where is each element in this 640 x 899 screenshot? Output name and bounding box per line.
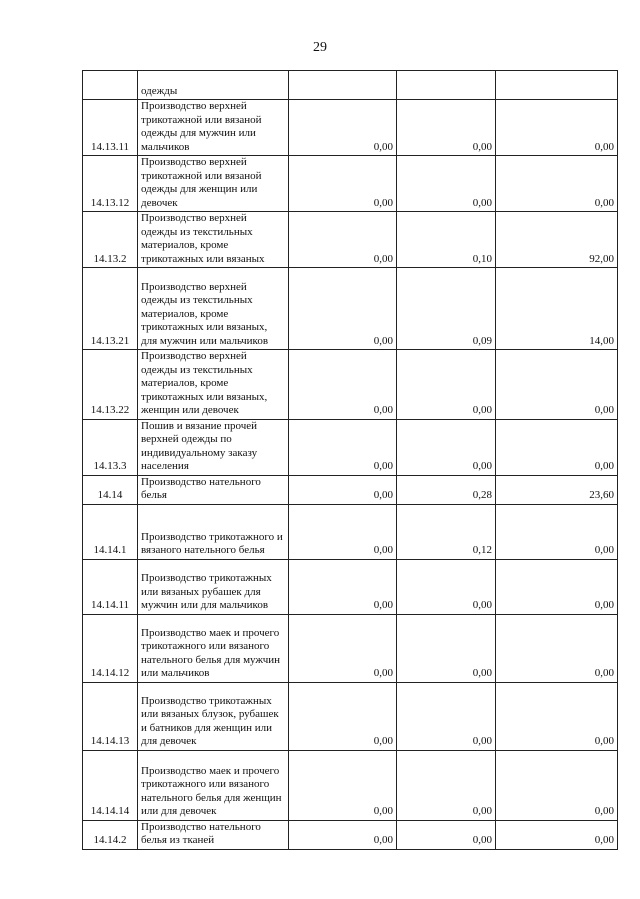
row-value-1: 0,00 [289,212,397,268]
row-value-2: 0,00 [397,750,496,820]
table-row [83,614,618,682]
row-value-3: 0,00 [496,419,618,475]
row-name: Производство верхней одежды из текстильных материалов, кроме трикотажных или вязаных, женщин или девочек [138,350,289,420]
row-code: 14.14.13 [83,682,138,750]
row-value-3 [496,71,618,100]
row-value-3: 0,00 [496,750,618,820]
row-value-3: 0,00 [496,682,618,750]
row-code: 14.13.11 [83,100,138,156]
row-name: одежды [138,71,289,100]
row-value-1: 0,00 [289,750,397,820]
row-name: Производство маек и прочего трикотажного или вязаного нательного белья для женщин или для девочек [138,750,289,820]
row-name: Производство маек и прочего трикотажного или вязаного нательного белья для мужчин или мальчиков [138,614,289,682]
row-value-3: 0,00 [496,559,618,614]
row-name: Производство верхней трикотажной или вязаной одежды для женщин или девочек [138,156,289,212]
page-number: 29 [313,40,327,55]
row-value-1: 0,00 [289,350,397,420]
table-row [83,350,618,420]
row-value-2: 0,00 [397,820,496,849]
row-value-1: 0,00 [289,559,397,614]
row-code: 14.13.21 [83,268,138,350]
row-value-1: 0,00 [289,504,397,559]
row-name: Производство нательного белья из тканей [138,820,289,849]
data-table [82,70,618,850]
row-value-3: 0,00 [496,614,618,682]
row-code: 14.13.3 [83,419,138,475]
row-code: 14.14.11 [83,559,138,614]
row-value-2: 0,09 [397,268,496,350]
row-value-1: 0,00 [289,100,397,156]
row-value-2: 0,00 [397,559,496,614]
table-row [83,268,618,350]
row-value-2 [397,71,496,100]
row-name: Производство трикотажных или вязаных блузок, рубашек и батников для женщин или для девочек [138,682,289,750]
row-code: 14.14 [83,475,138,504]
row-name: Пошив и вязание прочей верхней одежды по индивидуальному заказу населения [138,419,289,475]
row-value-1: 0,00 [289,614,397,682]
row-code: 14.14.2 [83,820,138,849]
row-value-3: 0,00 [496,156,618,212]
table-row [83,559,618,614]
row-value-3: 92,00 [496,212,618,268]
table-row [83,682,618,750]
row-code: 14.14.12 [83,614,138,682]
row-value-2: 0,00 [397,100,496,156]
row-value-1: 0,00 [289,475,397,504]
table-row [83,71,618,100]
row-value-1: 0,00 [289,682,397,750]
row-name: Производство верхней трикотажной или вязаной одежды для мужчин или мальчиков [138,100,289,156]
row-value-2: 0,00 [397,419,496,475]
row-value-2: 0,12 [397,504,496,559]
table-row [83,504,618,559]
row-value-1: 0,00 [289,820,397,849]
table-row [83,820,618,849]
row-name: Производство верхней одежды из текстильных материалов, кроме трикотажных или вязаных [138,212,289,268]
row-code: 14.13.12 [83,156,138,212]
row-value-3: 0,00 [496,350,618,420]
row-value-2: 0,00 [397,350,496,420]
row-value-1: 0,00 [289,419,397,475]
table-body [83,71,618,850]
table-row [83,750,618,820]
row-value-3: 23,60 [496,475,618,504]
row-value-3: 0,00 [496,504,618,559]
row-name: Производство трикотажных или вязаных рубашек для мужчин или для мальчиков [138,559,289,614]
row-value-2: 0,10 [397,212,496,268]
row-code: 14.13.22 [83,350,138,420]
row-value-2: 0,28 [397,475,496,504]
row-name: Производство нательного белья [138,475,289,504]
row-value-2: 0,00 [397,614,496,682]
row-code: 14.14.1 [83,504,138,559]
row-name: Производство верхней одежды из текстильных материалов, кроме трикотажных или вязаных, для мужчин или мальчиков [138,268,289,350]
table-row [83,419,618,475]
table-row [83,212,618,268]
row-value-3: 14,00 [496,268,618,350]
row-value-1 [289,71,397,100]
row-code: 14.13.2 [83,212,138,268]
row-value-1: 0,00 [289,156,397,212]
row-code: 14.14.14 [83,750,138,820]
table-row [83,100,618,156]
row-name: Производство трикотажного и вязаного нательного белья [138,504,289,559]
row-value-2: 0,00 [397,682,496,750]
row-value-3: 0,00 [496,820,618,849]
table-row [83,475,618,504]
row-value-1: 0,00 [289,268,397,350]
row-value-2: 0,00 [397,156,496,212]
row-code [83,71,138,100]
row-value-3: 0,00 [496,100,618,156]
table-row [83,156,618,212]
